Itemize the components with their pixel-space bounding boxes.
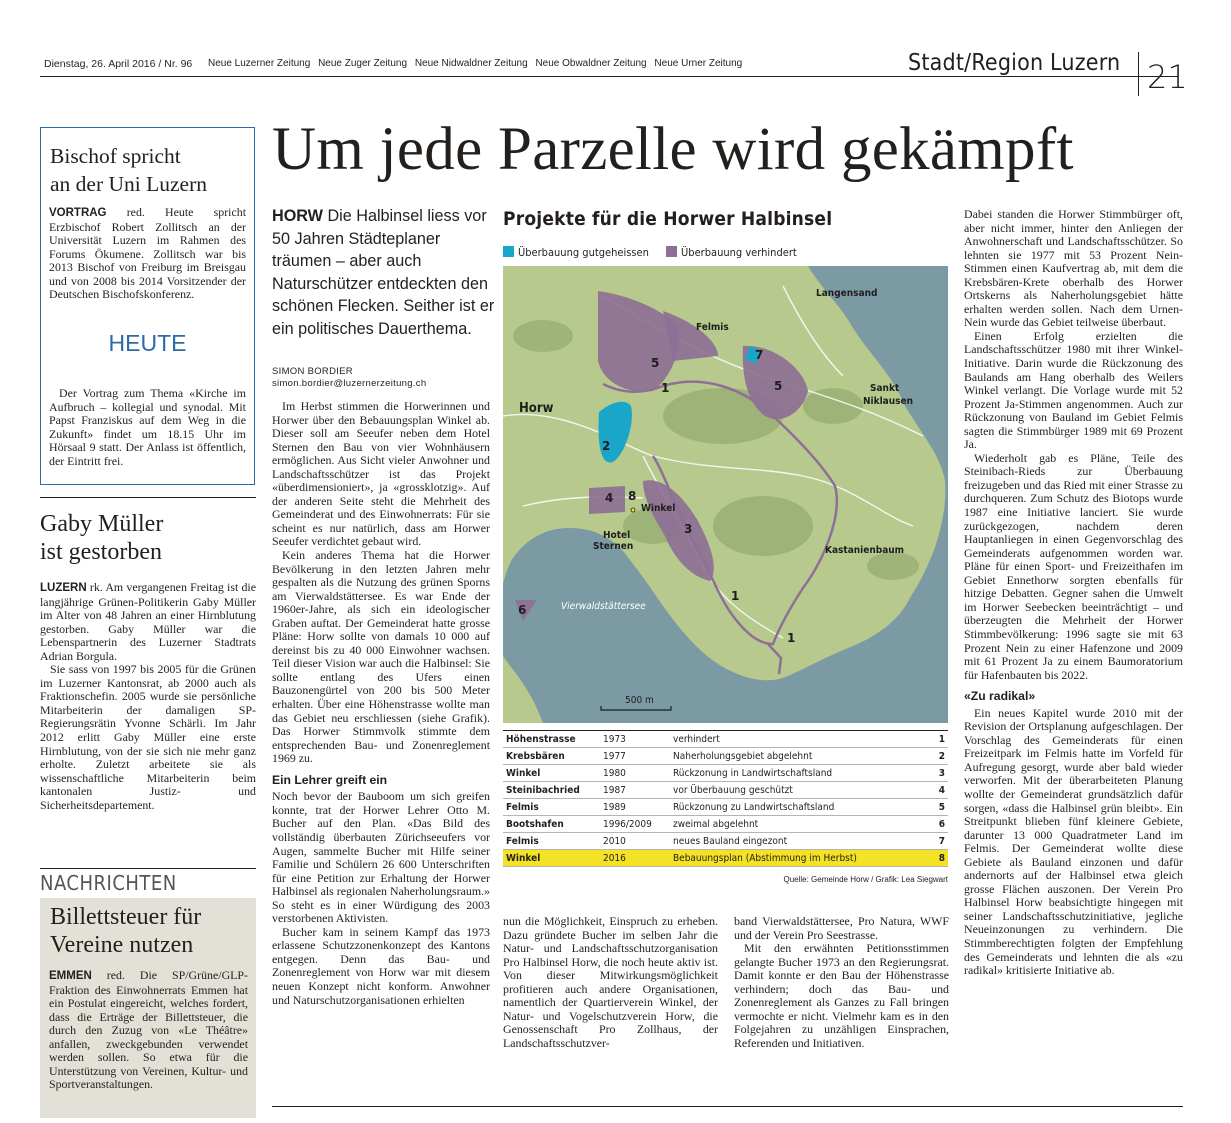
headline-line: Billettsteuer für: [50, 904, 202, 930]
table-row: [503, 799, 948, 816]
subheading: «Zu radikal»: [964, 689, 1036, 704]
graphic-legend: [503, 246, 797, 259]
paragraph: Dabei standen die Horwer Stimmbürger oft, aber nicht immer, hinter den Anliegen der Anwohnerschaft und Landschaftsschützer. So lehnten sie 1977 mit 53 Prozent Nein-Stimmen einen Kaufvertrag ab, mit dem die Krebsbären-Krete oberhalb des Horwer Ortskerns als Naherholungsgebiet hätte erhalten werden sollen. Nach dem Urnen-Nein wurde das Gebiet teilweise überbaut.: [964, 207, 1183, 330]
news-headline: [50, 903, 250, 959]
subheading: Ein Lehrer greift ein: [272, 772, 388, 787]
headline-line: Bischof spricht: [50, 144, 181, 168]
table-cell-name: Felmis: [503, 833, 600, 850]
body-text: Der Vortrag zum Thema «Kirche im Aufbruch – kollegial und synodal. Mit Papst Franziskus auf dem Weg in die Zukunft» findet um 18.15 Uhr im Hörsaal 9 statt. Der Anlass ist öffentlich, der Eintritt frei.: [49, 386, 246, 468]
author-name: SIMON BORDIER: [272, 366, 353, 377]
table-cell-year: 1996/2009: [600, 816, 670, 833]
place-langensand: Langensand: [816, 288, 878, 299]
table-cell-year: 1987: [600, 782, 670, 799]
table-cell-name: Krebsbären: [503, 748, 600, 765]
table-row: [503, 782, 948, 799]
heute-text: [49, 387, 246, 468]
table-cell-desc: verhindert: [670, 731, 930, 748]
marker-number: 5: [651, 356, 660, 370]
table-cell-desc: Rückzonung in Landwirtschaftsland: [670, 765, 930, 782]
article-column-4: [964, 208, 1183, 978]
table-cell-num: 2: [930, 748, 948, 765]
body-text: rk. Am vergangenen Freitag ist die langjährige Grünen-Politikerin Gaby Müller im Alter von 48 Jahren an einer Hirnblutung gestorben. Gaby Müller war die Lebenspartnerin des Luzerner Stadtrats Adrian Borgula.: [40, 580, 257, 663]
legend-approved: Überbauung gutgeheissen: [518, 246, 649, 259]
paragraph: nun die Möglichkeit, Einspruch zu erheben. Dazu gründete Bucher im selben Jahr die Natur- und Landschaftsschutzorganisation Pro Halbinsel Horw, die noch heute aktiv ist. Von dieser Mitwirkungsmöglichkeit profitieren auch andere Organisationen, namentlich der Quartierverein Winkel, der Natur- und Vogelschutzverein Horw, die Genossenschaft Pro Zollhaus, der Landschaftsschutzver-: [503, 914, 718, 1050]
event-text: [49, 206, 246, 302]
section-title: Stadt/Region Luzern: [908, 50, 1121, 76]
table-row: [503, 731, 948, 748]
place-winkel: Winkel: [641, 503, 676, 514]
paragraph: Im Herbst stimmen die Horwerinnen und Horwer über den Bebauungsplan Winkel ab. Dieser soll am Seeufer neben dem Hotel Sternen den Bau von vier Wohnhäusern ermöglichen. Aus Sicht vieler Anwohner und Landschaftsschützer ist das Projekt «überdimensioniert», ja «grossklotzig». Auf der anderen Seite steht die Mehrheit des Gemeinderat und des Einwohnerrats: Für sie scheint es nur natürlich, dass am Horwer Seeufer verdichtet gebaut wird.: [272, 399, 490, 549]
marker-number: 1: [787, 631, 796, 645]
place-hotel: Hotel: [603, 530, 631, 541]
paper-name: Neue Zuger Zeitung: [318, 58, 408, 69]
marker-number: 3: [684, 522, 693, 536]
place-felmis: Felmis: [696, 322, 729, 333]
legend-swatch-prevented: [666, 246, 677, 257]
table-cell-desc: zweimal abgelehnt: [670, 816, 930, 833]
place-niklausen: Niklausen: [863, 396, 914, 407]
paper-name: Neue Nidwaldner Zeitung: [414, 58, 528, 69]
paragraph: Bucher kam in seinem Kampf das 1973 erlassene Schutzzonenkonzept des Kantons entgegen. Denn das Bau- und Zonenreglement von Horw war mit diesem neuen Konzept nicht konform. Anwohner und Naturschutzorganisationen erhielten: [272, 924, 490, 1007]
masthead-rule: [40, 76, 1178, 77]
kicker: LUZERN: [40, 582, 87, 594]
table-row: [503, 748, 948, 765]
table-cell-name: Winkel: [503, 850, 600, 867]
obit-text: [40, 581, 256, 812]
article-column-3: [734, 915, 949, 1050]
headline-line: Gaby Müller: [40, 511, 164, 537]
scale-label: 500 m: [625, 695, 654, 706]
table-cell-num: 8: [930, 850, 948, 867]
news-section-label: NACHRICHTEN: [40, 871, 177, 895]
table-cell-name: Bootshafen: [503, 816, 600, 833]
paragraph: Einen Erfolg erzielten die Landschaftsschützer 1980 mit ihrer Winkel-Initiative. Darin wurde die Rückzonung des Baulands am Hang oberhalb des Weilers Winkel verlangt. Die Vorlage wurde mit 52 Prozent Ja-Stimmen angenommen. Auch zur Rückzonung von Bauland im Gebiet Felmis sagten die Stimmbürger 1989 mit 69 Prozent Ja.: [964, 328, 1183, 452]
marker-number: 8: [628, 489, 637, 503]
table-cell-name: Felmis: [503, 799, 600, 816]
table-row: [503, 765, 948, 782]
table-cell-desc: Bebauungsplan (Abstimmung im Herbst): [670, 850, 930, 867]
table-row: [503, 833, 948, 850]
legend-swatch-approved: [503, 246, 514, 257]
paper-name: Neue Urner Zeitung: [654, 58, 743, 69]
paragraph: Ein neues Kapitel wurde 2010 mit der Revision der Ortsplanung aufgeschlagen. Der Vorschlag des Gemeinderats für einen Freizeitpark im Felmis hatte im Vorfeld für Aufregung gesorgt, wurde aber bald wieder verworfen. Mit der überarbeiteten Planung wollte der Gemeinderat grundsätzlich dafür sorgen, «dass die Halbinsel grün bleibt». Ein Streitpunkt blieben fünf kleinere Gebiete, darunter 13 000 Quadratmeter Land im Felmis. Der Gemeinderat wollte diese Gebiete als Bauland einzonen und dafür andernorts auf der Halbinsel etwa gleich grosse Flächen auszonen. Der Verein Pro Halbinsel Horw beabsichtigte hingegen mit seiner Landschaftsschutzinitiative, jegliche Neueinzonungen zu verhindern. Die Stimmberechtigten folgten der Empfehlung des Gemeinderats und lehnten die als «zu radikal» kritisierte Initiative ab.: [964, 705, 1183, 978]
marker-number: 4: [605, 491, 614, 505]
table-cell-year: 1973: [600, 731, 670, 748]
table-cell-year: 2016: [600, 850, 670, 867]
table-cell-num: 1: [930, 731, 948, 748]
place-kastanienbaum: Kastanienbaum: [825, 545, 905, 556]
paper-name: Neue Obwaldner Zeitung: [535, 58, 647, 69]
lead-text: Die Halbinsel liess vor 50 Jahren Städteplaner träumen – aber auch Naturschützer entdeckten den schönen Flecken. Seither ist er ein politisches Dauerthema.: [272, 207, 495, 338]
peninsula-map: [503, 266, 948, 723]
table-cell-desc: Rückzonung zu Landwirtschaftsland: [670, 799, 930, 816]
graphic-source: Quelle: Gemeinde Horw / Grafik: Lea Siegwart: [783, 875, 948, 884]
table-row: [503, 816, 948, 833]
place-horw: Horw: [519, 401, 554, 416]
author-block: [272, 366, 426, 390]
table-cell-num: 4: [930, 782, 948, 799]
article-column-1: [272, 400, 490, 1007]
bottom-rule: [272, 1106, 1183, 1107]
table-cell-year: 1977: [600, 748, 670, 765]
table-cell-name: Höhenstrasse: [503, 731, 600, 748]
table-cell-year: 2010: [600, 833, 670, 850]
issue-date: Dienstag, 26. April 2016 / Nr. 96: [44, 58, 193, 70]
paper-name: Neue Luzerner Zeitung: [208, 58, 311, 69]
marker-number: 6: [518, 603, 527, 617]
marker-number: 1: [661, 381, 670, 395]
place-sternen: Sternen: [593, 541, 634, 552]
place-vierwaldstaettersee: Vierwaldstättersee: [561, 601, 646, 612]
table-cell-name: Winkel: [503, 765, 600, 782]
marker-number: 1: [731, 589, 740, 603]
headline-line: an der Uni Luzern: [50, 172, 207, 196]
table-cell-num: 5: [930, 799, 948, 816]
place-sankt: Sankt: [870, 383, 900, 394]
page-number: 21: [1147, 58, 1188, 96]
table-cell-num: 3: [930, 765, 948, 782]
kicker: VORTRAG: [49, 207, 107, 219]
table-cell-desc: neues Bauland eingezont: [670, 833, 930, 850]
obit-headline: [40, 510, 256, 566]
kicker: EMMEN: [49, 970, 92, 982]
newspaper-list: [208, 58, 747, 69]
projects-table: [503, 730, 948, 867]
marker-number: 2: [602, 439, 611, 453]
table-cell-desc: vor Überbauung geschützt: [670, 782, 930, 799]
legend-prevented: Überbauung verhindert: [681, 246, 797, 259]
table-cell-num: 7: [930, 833, 948, 850]
graphic-title: Projekte für die Horwer Halbinsel: [503, 208, 833, 230]
body-text: red. Die SP/Grüne/GLP-Fraktion des Einwohnerrats Emmen hat ein Postulat eingereicht, welches fordert, dass die Erträge der Billettsteuer, die durch den Zuzug von «Le Théâtre» anfallen, zweckgebunden verwendet werden sollen. So etwa für die Unterstützung von Vereinen, Kultur- und Sportveranstaltungen.: [49, 968, 248, 1092]
divider: [40, 497, 256, 498]
body-text: red. Heute spricht Erzbischof Robert Zollitsch an der Universität Luzern im Rahmen des Forums Ökumene. Zollitsch war bis 2013 Bischof von Freiburg im Breisgau und von 2008 bis 2014 Vorsitzender der Deutschen Bischofskonferenz.: [49, 205, 246, 302]
paragraph: band Vierwaldstättersee, Pro Natura, WWF und der Verein Pro Seestrasse.: [734, 914, 949, 942]
headline-line: ist gestorben: [40, 539, 162, 565]
divider: [40, 868, 256, 869]
author-email[interactable]: simon.bordier@luzernerzeitung.ch: [272, 378, 427, 389]
article-lead: [272, 205, 497, 340]
paragraph: Kein anderes Thema hat die Horwer Bevölkerung in den letzten Jahren mehr gespalten als die Nutzung des grünen Sporns am Vierwaldstättersee. Es war Ende der 1960er-Jahre, als sich ein ideologischer Graben auftat. Der Gemeinderat hatte grosse Pläne: Horw sollte von damals 10 000 auf dereinst bis zu 40 000 Einwohner wachsen. Teil dieser Vision war auch die Halbinsel: Sie sollte entlang des Ufers einen Bauzonengürtel von 200 bis 500 Meter erhalten. Über eine Höhenstrasse wollte man das Gebiet neu erschliessen (siehe Grafik). Das Horwer Stimmvolk stimmte dem entsprechenden Bau- und Zonenreglement 1969 zu.: [272, 548, 490, 766]
article-column-2: [503, 915, 718, 1050]
headline-line: Vereine nutzen: [50, 932, 194, 958]
table-cell-year: 1980: [600, 765, 670, 782]
table-cell-desc: Naherholungsgebiet abgelehnt: [670, 748, 930, 765]
marker-number: 5: [774, 379, 783, 393]
article-headline: Um jede Parzelle wird gekämpft: [272, 116, 1074, 183]
event-headline: [50, 142, 250, 198]
heute-label-wrap: [41, 330, 254, 357]
table-row: [503, 850, 948, 867]
paragraph: Noch bevor der Bauboom um sich greifen konnte, trat der Horwer Lehrer Otto M. Bucher auf den Plan. «Das Bild des vollständig überbauten Zürichseeufers vor Augen, sammelte Bucher mit Hilfe seiner Familie und Schülern 26 600 Unterschriften für eine Petition zur Erhaltung der Horwer Halbinsel als regionalen Naherholungsraum.» So steht es in einer Würdigung des 2003 verstorbenen Aktivisten.: [272, 789, 490, 926]
news-text: [49, 969, 248, 1092]
paragraph: Wiederholt gab es Pläne, Teile des Steinibach-Rieds zur Überbauung freizugeben und das Ried mit einer Strasse zu durchqueren. Zum Schutz des Biotops wurde 1987 eine Initiative lanciert. Sie wurde zurückgezogen, nachdem deren Hauptanliegen in einen Gegenvorschlag des Gemeinderats aufgenommen worden war. Pläne für einen Sport- und Freizeithafen im Gebiet Ennethorw sorgten ebenfalls für hitzige Debatten. Gegner sahen die Umwelt im Horwer Seebecken beeinträchtigt – und überzeugten die Mehrheit der Horwer Stimmbevölkerung: 1996 sagte sie mit 63 Prozent Nein zu einer Hafenzone und 2009 mit 61 Prozent Ja zu einem Baumoratorium für Hafenbauten bis 2022.: [964, 450, 1183, 682]
masthead-divider: [1138, 52, 1139, 96]
table-cell-year: 1989: [600, 799, 670, 816]
lead-kicker: HORW: [272, 207, 323, 225]
table-cell-num: 6: [930, 816, 948, 833]
body-text: Sie sass von 1997 bis 2005 für die Grünen im Luzerner Kantonsrat, ab 2000 auch als Fraktionschefin. 2005 wurde sie persönliche Mitarbeiterin der damaligen SP-Regierungsrätin Yvonne Schärli. Im Jahr 2012 erlitt Gaby Müller eine erste Hirnblutung, von der sie sich nie mehr ganz erholte. Zuletzt arbeitete sie als wissenschaftliche Mitarbeiterin beim kantonalen Justiz- und Sicherheitsdepartement.: [40, 662, 256, 812]
heute-label: HEUTE: [108, 330, 187, 356]
hotel-sternen-marker: [631, 508, 635, 512]
table-cell-name: Steinibachried: [503, 782, 600, 799]
paragraph: Mit den erwähnten Petitionsstimmen gelangte Bucher 1973 an den Regierungsrat. Damit konnte er den Bau der Höhenstrasse verhindern; doch das Bau- und Zonenreglement als Ganzes zu Fall bringen vermochte er nicht. Vielmehr kam es in den Folgejahren zu unzähligen Einsprachen, Referenden und Initiativen.: [734, 941, 949, 1050]
marker-number: 7: [755, 348, 764, 362]
